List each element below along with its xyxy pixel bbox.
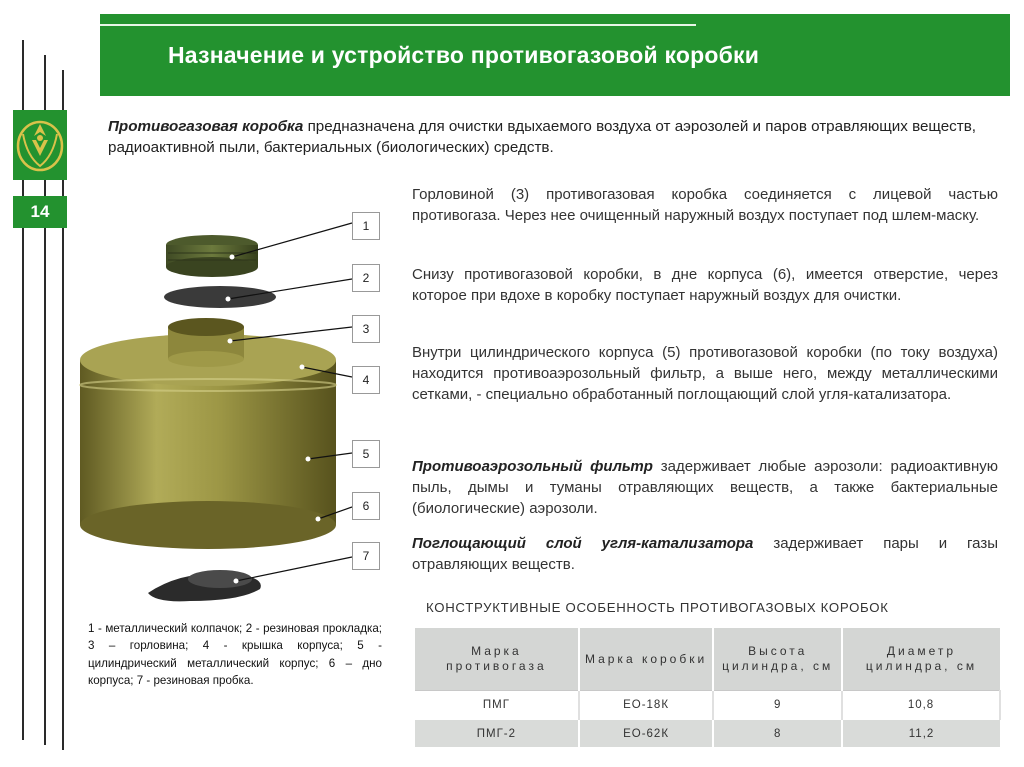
paragraph-filter xyxy=(412,456,998,519)
header-bar xyxy=(100,14,1010,96)
intro-term: Противогазовая коробка xyxy=(108,118,304,135)
table-row xyxy=(415,719,1000,747)
canister-diagram xyxy=(70,215,380,615)
leader-line xyxy=(230,327,352,341)
page-title: Назначение и устройство противогазовой коробки xyxy=(168,42,760,68)
header-diameter: Диаметр цилиндра, см xyxy=(842,628,1000,691)
table-header-row xyxy=(415,628,1000,691)
paragraph-neck: Горловиной (3) противогазовая коробка соединяется с лицевой частью противогаза. Через нее очищенный наружный воздух поступает под шлем-маску. xyxy=(412,186,998,224)
table-title: КОНСТРУКТИВНЫЕ ОСОБЕННОСТЬ ПРОТИВОГАЗОВЫХ КОРОБОК xyxy=(426,600,889,615)
leader-dot xyxy=(228,339,233,344)
diagram-caption: 1 - металлический колпачок; 2 - резиновая прокладка; 3 – горловина; 4 - крышка корпуса; 5 - цилиндрический металлический корпус; 6 – дно корпуса; 7 - резиновая пробка. xyxy=(88,622,382,687)
intro-body: предназначена для очистки вдыхаемого воздуха от аэрозолей и паров отравляющих веществ, радиоактивной пыли, бактериальных (биологических) средств. xyxy=(108,118,977,156)
catalyst-body: задерживает пары и газы отравляющих веществ. xyxy=(412,535,998,573)
emblem-icon xyxy=(13,110,67,180)
rubber-plug-part xyxy=(148,570,261,601)
table-cell: 10,8 xyxy=(842,691,1000,720)
callout-6: 6 xyxy=(352,492,380,520)
callout-3: 3 xyxy=(352,315,380,343)
intro-text xyxy=(108,116,998,158)
callout-1: 1 xyxy=(352,212,380,240)
callout-2: 2 xyxy=(352,264,380,292)
leader-dot xyxy=(230,255,235,260)
table-row xyxy=(415,691,1000,720)
table-cell: 11,2 xyxy=(842,719,1000,747)
leader-line xyxy=(236,557,352,581)
leader-dot xyxy=(300,365,305,370)
filter-body: задерживает любые аэрозоли: радиоактивную пыль, дымы и туманы отравляющих веществ, а также бактериальные (биологические) аэрозоли. xyxy=(412,458,998,517)
callout-4: 4 xyxy=(352,366,380,394)
emblem-logo xyxy=(13,110,67,180)
paragraph-bottom: Снизу противогазовой коробки, в дне корпуса (6), имеется отверстие, через которое при вдохе в коробку поступает наружный воздух для очистки. xyxy=(412,266,998,304)
paragraph-inside: Внутри цилиндрического корпуса (5) противогазовой коробки (по току воздуха) находится противоаэрозольный фильтр, а выше него, между металлическими сетками, - специально обработанный поглощающий слой угля-катализатора. xyxy=(412,344,998,403)
table-cell: ЕО-18К xyxy=(579,691,714,720)
table-cell: ПМГ-2 xyxy=(415,719,579,747)
spec-table xyxy=(415,628,1001,747)
callout-5: 5 xyxy=(352,440,380,468)
table-cell: ЕО-62К xyxy=(579,719,714,747)
callout-7: 7 xyxy=(352,542,380,570)
header-box-model: Марка коробки xyxy=(579,628,714,691)
header-top-line xyxy=(100,24,696,26)
leader-dot xyxy=(226,297,231,302)
leader-dot xyxy=(306,457,311,462)
catalyst-term: Поглощающий слой угля-катализатора xyxy=(412,535,754,552)
header-mask-model: Марка противогаза xyxy=(415,628,579,691)
table-cell: 8 xyxy=(713,719,842,747)
leader-dot xyxy=(316,517,321,522)
page-number: 14 xyxy=(13,196,67,228)
leader-dot xyxy=(234,579,239,584)
table-cell: ПМГ xyxy=(415,691,579,720)
rubber-gasket-part xyxy=(164,286,276,308)
table-cell: 9 xyxy=(713,691,842,720)
canister-body-part xyxy=(80,318,336,549)
paragraph-catalyst xyxy=(412,533,998,575)
filter-term: Противоаэрозольный фильтр xyxy=(412,458,653,475)
header-height: Высота цилиндра, см xyxy=(713,628,842,691)
metal-cap-part xyxy=(166,235,258,277)
